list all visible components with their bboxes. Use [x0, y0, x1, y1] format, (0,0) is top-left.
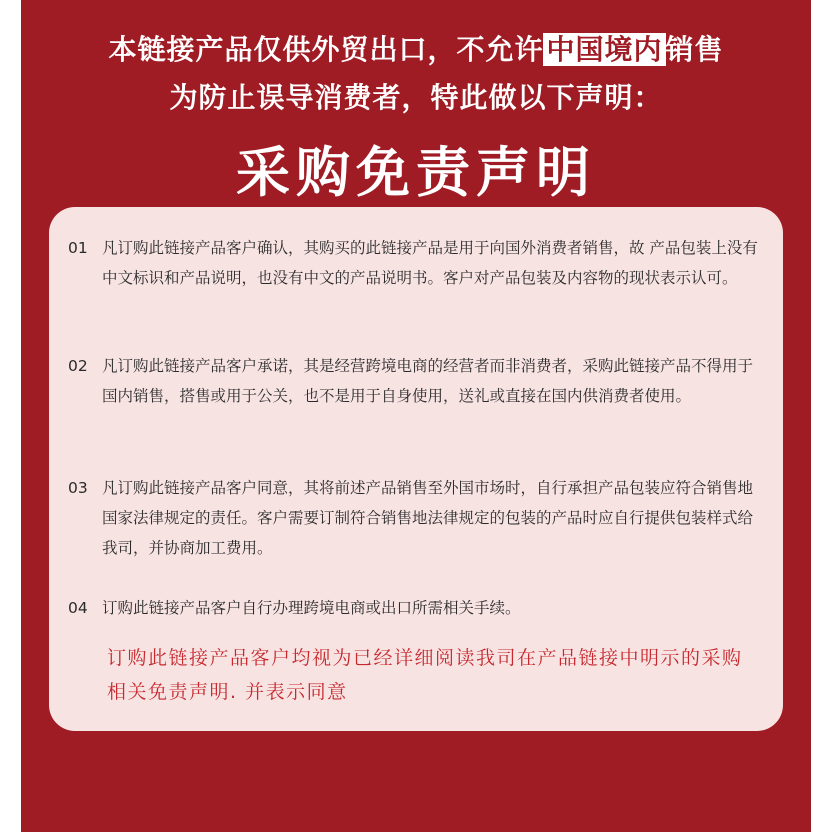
disclaimer-item	[68, 351, 758, 411]
notice-text-end: 销售	[665, 33, 724, 66]
notice-text-start: 本链接产品仅供外贸出口，不允许	[108, 33, 544, 66]
export-only-notice	[0, 28, 832, 68]
declaration-intro: 为防止误导消费者，特此做以下声明：	[169, 81, 663, 114]
highlight-domestic: 中国境内	[543, 33, 665, 66]
item-text: 凡订购此链接产品客户承诺，其是经营跨境电商的经营者而非消费者，采购此链接产品不得用于国内销售，搭售或用于公关，也不是用于自身使用，送礼或直接在国内供消费者使用。	[102, 357, 754, 405]
item-text: 凡订购此链接产品客户确认，其购买的此链接产品是用于向国外消费者销售，故 产品包装上没有中文标识和产品说明，也没有中文的产品说明书。客户对产品包装及内容物的现状表示认可。	[102, 239, 758, 287]
disclaimer-item	[68, 233, 758, 293]
disclaimer-item	[68, 593, 758, 623]
item-text: 订购此链接产品客户自行办理跨境电商或出口所需相关手续。	[102, 599, 521, 617]
page-title: 采购免责声明	[236, 141, 596, 204]
disclaimer-card	[49, 207, 783, 731]
item-number: 03	[68, 479, 88, 497]
closing-statement: 订购此链接产品客户均视为已经详细阅读我司在产品链接中明示的采购相关免责声明. 并表示同意	[107, 647, 743, 703]
item-number: 02	[68, 357, 88, 375]
item-text: 凡订购此链接产品客户同意，其将前述产品销售至外国市场时，自行承担产品包装应符合销售地国家法律规定的责任。客户需要订制符合销售地法律规定的包装的产品时应自行提供包装样式给我司，并协商加工费用。	[102, 479, 754, 557]
item-number: 01	[68, 239, 88, 257]
disclaimer-item	[68, 473, 758, 563]
item-number: 04	[68, 599, 88, 617]
